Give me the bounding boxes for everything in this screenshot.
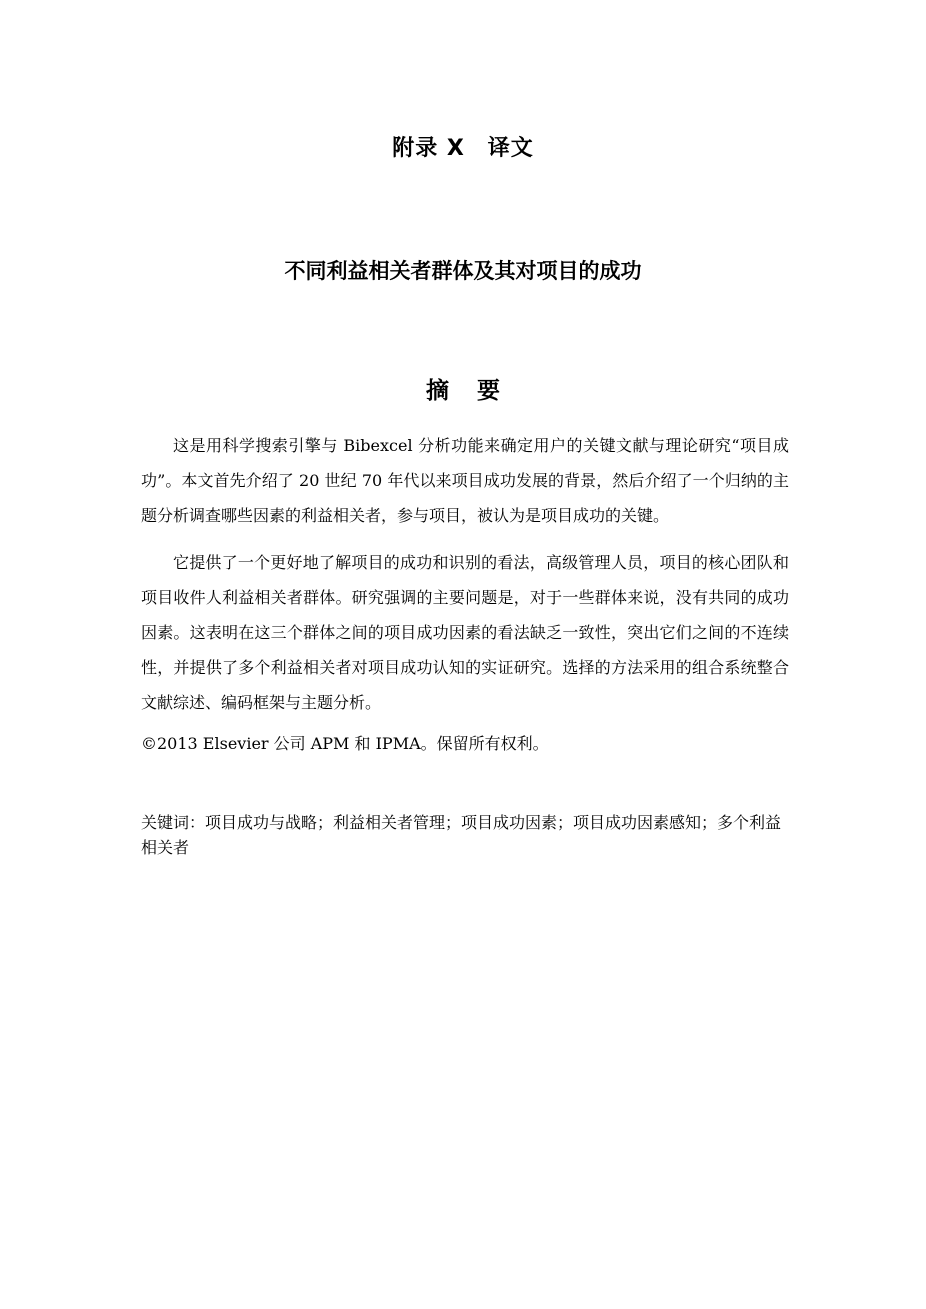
copyright-notice: ©2013 Elsevier 公司 APM 和 IPMA。保留所有权利。 xyxy=(141,734,549,753)
paper-title: 不同利益相关者群体及其对项目的成功 xyxy=(284,259,642,283)
abstract-paragraph-1: 这是用科学搜索引擎与 Bibexcel 分析功能来确定用户的关键文献与理论研究“项目成功”。本文首先介绍了 20 世纪 70 年代以来项目成功发展的背景，然后介绍了一个归纳的主题分析调查哪些因素的利益相关者，参与项目，被认为是项目成功的关键。 xyxy=(141,436,789,525)
abstract-body xyxy=(141,428,789,860)
abstract-heading: 摘要 xyxy=(426,378,528,404)
appendix-title: 附录 X 译文 xyxy=(392,136,534,161)
abstract-paragraph-2: 它提供了一个更好地了解项目的成功和识别的看法，高级管理人员，项目的核心团队和项目收件人利益相关者群体。研究强调的主要问题是，对于一些群体来说，没有共同的成功因素。这表明在这三个群体之间的项目成功因素的看法缺乏一致性，突出它们之间的不连续性，并提供了多个利益相关者对项目成功认知的实证研究。选择的方法采用的组合系统整合文献综述、编码框架与主题分析。 xyxy=(141,553,789,712)
keywords: 关键词：项目成功与战略；利益相关者管理；项目成功因素；项目成功因素感知；多个利益相关者 xyxy=(141,813,782,857)
